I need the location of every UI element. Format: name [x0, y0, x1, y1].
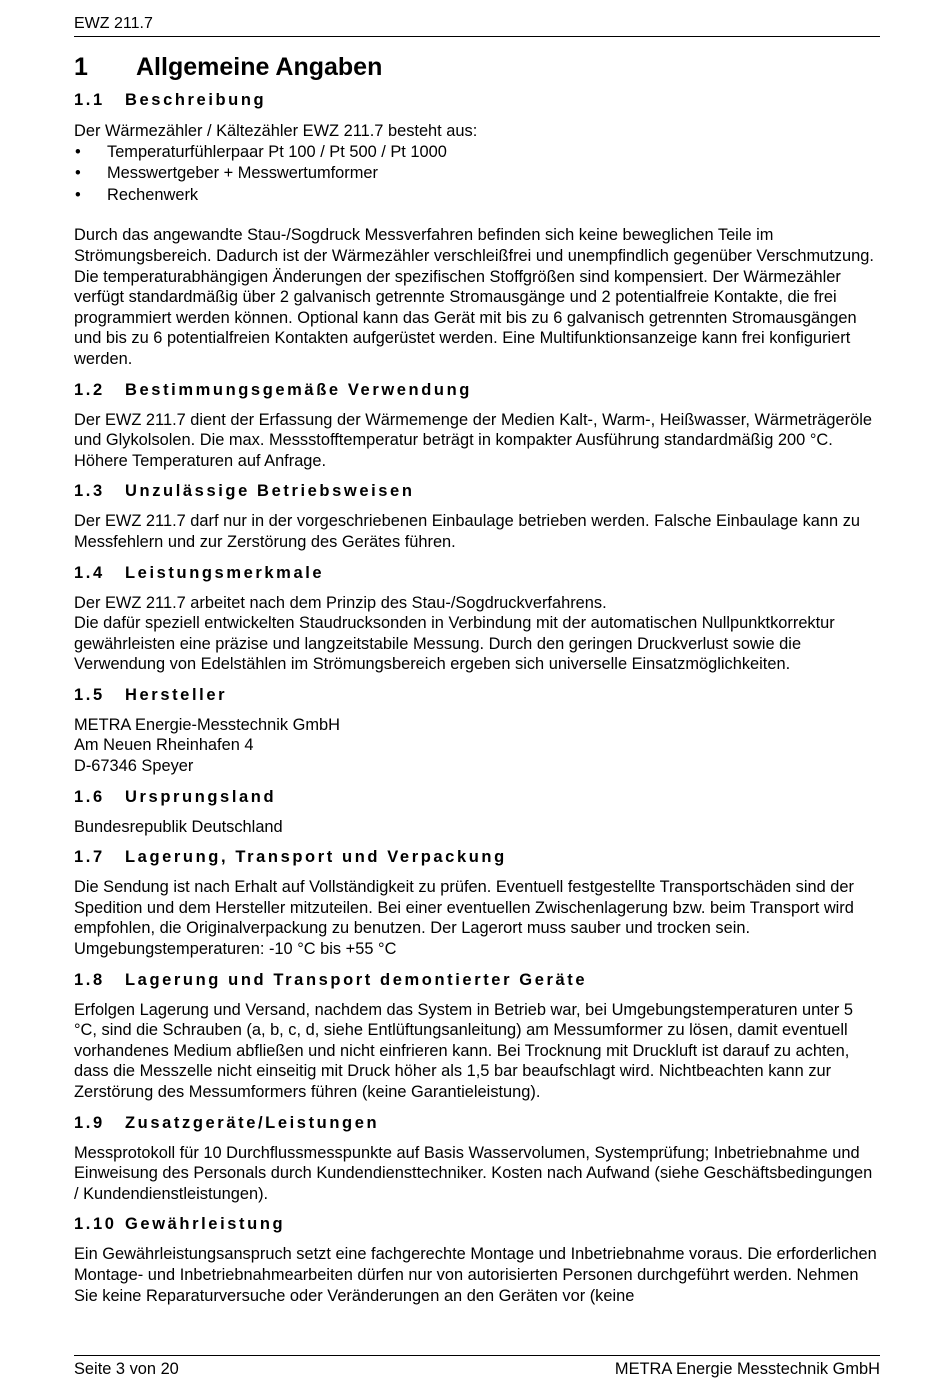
- section-title: Gewährleistung: [125, 1215, 286, 1234]
- section-paragraph: Ein Gewährleistungsanspruch setzt eine fachgerechte Montage und Inbetriebnahme voraus. Die erforderlichen Montage- und Inbetriebnahmearbeiten dürfen nur von autorisierten Personen durchgeführt werden. Nehmen Sie keine Reparaturversuche oder Veränderungen an den Geräten vor (keine: [74, 1245, 877, 1305]
- section-number: 1.2: [74, 380, 105, 399]
- section-title: Ursprungsland: [125, 787, 277, 806]
- section-title: Beschreibung: [125, 91, 267, 109]
- document-body: [74, 50, 880, 1306]
- section-number: 1.10: [74, 1215, 117, 1234]
- page-header: [74, 14, 880, 37]
- section-title: Lagerung, Transport und Verpackung: [125, 848, 507, 867]
- manufacturer-street: Am Neuen Rheinhafen 4: [74, 736, 254, 755]
- page-number: Seite 3 von 20: [74, 1360, 179, 1378]
- section-heading-1-10: [74, 1213, 880, 1235]
- header-title: EWZ 211.7: [74, 15, 153, 32]
- chapter-heading: [74, 50, 880, 84]
- section-number: 1.9: [74, 1113, 105, 1132]
- footer-company: METRA Energie Messtechnik GmbH: [614, 1360, 880, 1378]
- section-heading-1-4: [74, 562, 880, 584]
- section-paragraph: Durch das angewandte Stau-/Sogdruck Messverfahren befinden sich keine beweglichen Teile im Strömungsbereich. Dadurch ist der Wärmezähler verschleißfrei und unempfindlich gegenüber Verschmutzung. Die temperaturabhängigen Änderungen der spezifischen Stoffgrößen sind kompensiert. Der Wärmezähler verfügt standardmäßig über 2 galvanisch getrennte Stromausgänge und 2 potentialfreie Kontakte, die frei programmiert werden können. Optional kann das Gerät mit bis zu 6 galvanisch getrennten Stromausgängen und bis zu 6 potentialfreien Kontakten aufgerüstet werden. Eine Multifunktionsanzeige kann frei konfiguriert werden.: [74, 226, 874, 368]
- page-footer: [74, 1355, 880, 1379]
- list-item: • Rechenwerk: [75, 185, 199, 204]
- section-paragraph: Der EWZ 211.7 arbeitet nach dem Prinzip des Stau-/Sogdruckverfahrens.: [74, 593, 607, 612]
- component-list: [74, 142, 880, 207]
- section-paragraph: Der EWZ 211.7 darf nur in der vorgeschriebenen Einbaulage betrieben werden. Falsche Einbaulage kann zu Messfehlern und zur Zerstörung des Gerätes führen.: [74, 512, 861, 551]
- section-paragraph: Bundesrepublik Deutschland: [74, 817, 283, 836]
- section-paragraph: Die Sendung ist nach Erhalt auf Vollständigkeit zu prüfen. Eventuell festgestellte Transportschäden sind der Spedition und dem Hersteller mitzuteilen. Bei einer eventuellen Zwischenlagerung bzw. beim Transport wird empfohlen, die Originalverpackung zu benutzen. Der Lagerort muss sauber und trocken sein. Umgebungstemperaturen: -10 °C bis +55 °C: [74, 878, 854, 959]
- section-intro: Der Wärmezähler / Kältezähler EWZ 211.7 besteht aus:: [74, 122, 478, 140]
- section-title: Hersteller: [125, 685, 228, 704]
- section-number: 1.3: [74, 482, 105, 501]
- manufacturer-city: D-67346 Speyer: [74, 757, 194, 776]
- section-paragraph: Messprotokoll für 10 Durchflussmesspunkte auf Basis Wasservolumen, Systemprüfung; Inbetriebnahme und Einweisung des Personals durch Kundendiensttechniker. Kosten nach Aufwand (siehe Geschäftsbedingungen / Kundendienstleistungen).: [74, 1143, 873, 1203]
- section-title: Unzulässige Betriebsweisen: [125, 482, 415, 501]
- section-paragraph: Die dafür speziell entwickelten Staudrucksonden in Verbindung mit der automatischen Nullpunktkorrektur gewährleisten eine präzise und langzeitstabile Messung. Durch den geringen Druckverlust sowie die Verwendung von Edelstählen im Strömungsbereich ergeben sich universelle Einsatzmöglichkeiten.: [74, 614, 835, 674]
- section-title: Lagerung und Transport demontierter Geräte: [125, 970, 588, 989]
- manufacturer-name: METRA Energie-Messtechnik GmbH: [74, 715, 340, 734]
- section-heading-1-9: [74, 1112, 880, 1134]
- section-heading-1-7: [74, 846, 880, 868]
- chapter-number: 1: [74, 53, 88, 81]
- section-title: Leistungsmerkmale: [125, 563, 325, 582]
- section-heading-1-2: [74, 379, 880, 401]
- section-number: 1.4: [74, 563, 105, 582]
- section-number: 1.5: [74, 685, 105, 704]
- section-title: Bestimmungsgemäße Verwendung: [125, 380, 472, 399]
- section-number: 1.8: [74, 970, 105, 989]
- section-number: 1.1: [74, 91, 105, 109]
- section-title: Zusatzgeräte/Leistungen: [125, 1113, 380, 1132]
- section-heading-1-6: [74, 786, 880, 808]
- section-heading-1-3: [74, 480, 880, 502]
- list-item: • Messwertgeber + Messwertumformer: [75, 164, 378, 183]
- section-paragraph: Erfolgen Lagerung und Versand, nachdem das System in Betrieb war, bei Umgebungstemperaturen unter 5 °C, sind die Schrauben (a, b, c, d, siehe Entlüftungsanleitung) am Messumformer zu lösen, damit eventuell vorhandenes Medium abfließen und nicht einfrieren kann. Bei Trocknung mit Druckluft ist darauf zu achten, dass die Messzelle nicht einseitig mit Druck höher als 1,5 bar beaufschlagt wird. Nichtbeachten kann zur Zerstörung des Messumformers führen (keine Garantieleistung).: [74, 1000, 854, 1101]
- chapter-title: Allgemeine Angaben: [136, 53, 383, 81]
- section-number: 1.6: [74, 787, 105, 806]
- list-item: • Temperaturfühlerpaar Pt 100 / Pt 500 / Pt 1000: [75, 142, 447, 161]
- section-heading-1-8: [74, 969, 880, 991]
- section-heading-1-1: [74, 89, 880, 111]
- section-number: 1.7: [74, 848, 105, 867]
- section-heading-1-5: [74, 684, 880, 706]
- section-paragraph: Der EWZ 211.7 dient der Erfassung der Wärmemenge der Medien Kalt-, Warm-, Heißwasser, Wärmeträgeröle und Glykolsolen. Die max. Messstofftemperatur beträgt in kompakter Ausführung standardmäßig 200 °C. Höhere Temperaturen auf Anfrage.: [74, 410, 872, 470]
